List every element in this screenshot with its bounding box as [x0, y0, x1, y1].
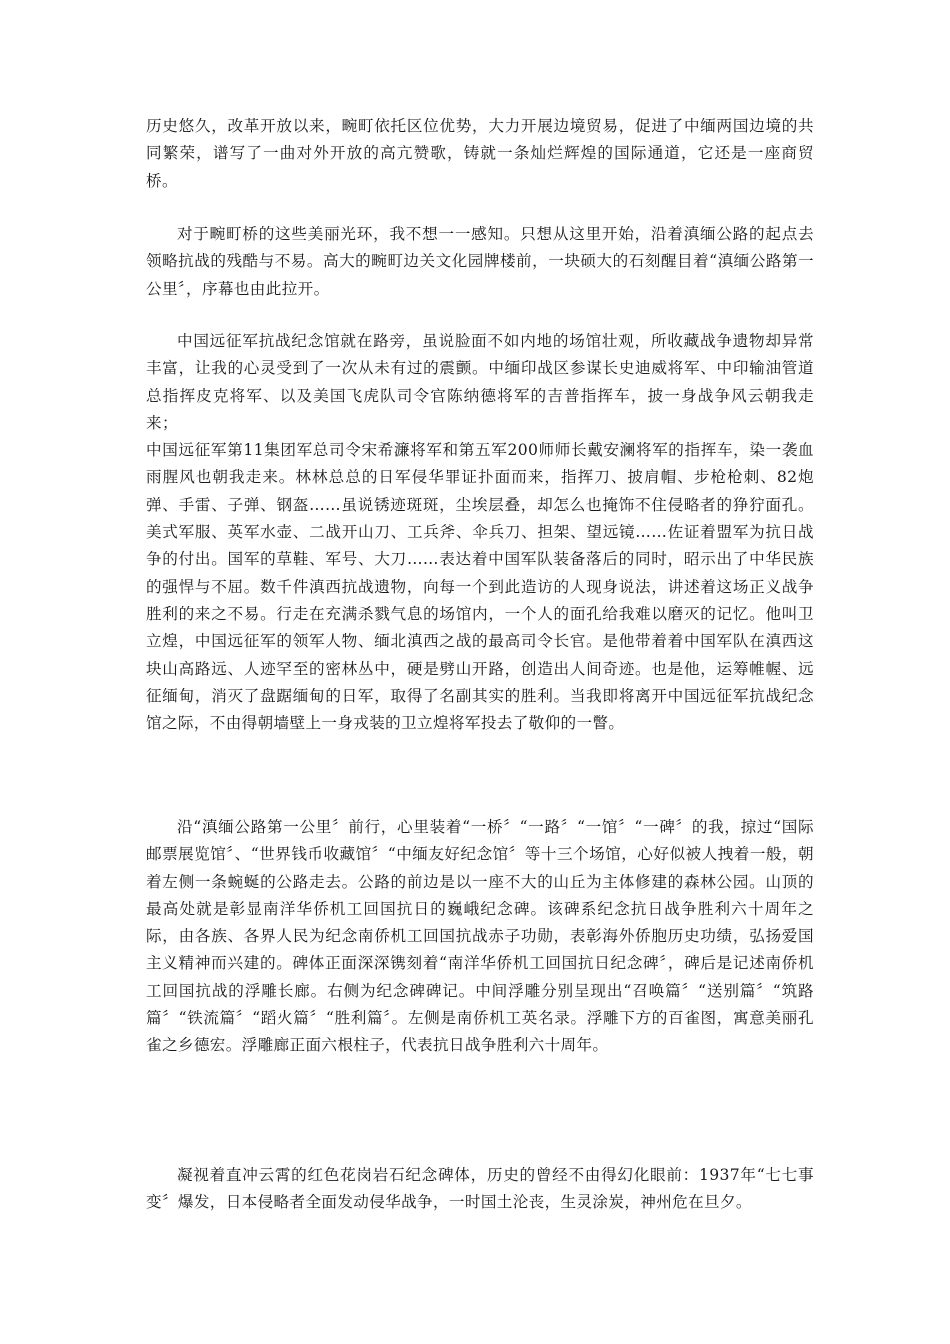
- paragraph-memorial-hall: 中国远征军抗战纪念馆就在路旁，虽说脸面不如内地的场馆壮观，所收藏战争遗物却异常丰富，让我的心灵受到了一次从未有过的震颤。中缅印战区参谋长史迪威将军、中印输油管道总指挥皮克将军、以及美国飞虎队司令官陈纳德将军的吉普指挥车，披一身战争风云朝我走来；: [146, 332, 814, 432]
- paragraph-continuation: 历史悠久，改革开放以来，畹町依托区位优势，大力开展边境贸易，促进了中缅两国边境的共同繁荣，谱写了一曲对外开放的高亢赞歌，铸就一条灿烂辉煌的国际通道，它还是一座商贸桥。: [146, 117, 814, 190]
- paragraph-history: 凝视着直冲云霄的红色花岗岩石纪念碑体，历史的曾经不由得幻化眼前：1937年“七七事变〞爆发，日本侵略者全面发动侵华战争，一时国土沦丧，生灵涂炭，神州危在旦夕。: [146, 1166, 814, 1212]
- paragraph-group-memorial-hall: [146, 328, 814, 737]
- paragraph-war-relics: 中国远征军第11集团军总司令宋希濂将军和第五军200师师长戴安澜将军的指挥车，染一袭血雨腥风也朝我走来。林林总总的日军侵华罪证扑面而来，指挥刀、披肩帽、步枪枪刺、82炮弹、手雷、子弹、钢盔……虽说锈迹斑斑，尘埃层叠，却怎么也掩饰不住侵略者的狰狞面孔。美式军服、英军水壶、二战开山刀、工兵斧、伞兵刀、担架、望远镜……佐证着盟军为抗日战争的付出。国军的草鞋、军号、大刀……表达着中国军队装备落后的同时，昭示出了中华民族的强悍与不屈。数千件滇西抗战遗物，向每一个到此造访的人现身说法，讲述着这场正义战争胜利的来之不易。行走在充满杀戮气息的场馆内，一个人的面孔给我难以磨灭的记忆。他叫卫立煌，中国远征军的领军人物、缅北滇西之战的最高司令长官。是他带着着中国军队在滇西这块山高路远、人迹罕至的密林丛中，硬是劈山开路，创造出人间奇迹。也是他，运筹帷幄、远征缅甸，消灭了盘踞缅甸的日军，取得了名副其实的胜利。当我即将离开中国远征军抗战纪念馆之际，不由得朝墙壁上一身戎装的卫立煌将军投去了敬仰的一瞥。: [146, 441, 814, 733]
- paragraph-wanding-bridge: 对于畹町桥的这些美丽光环，我不想一一感知。只想从这里开始，沿着滇缅公路的起点去领略抗战的残酷与不易。高大的畹町边关文化园牌楼前，一块硕大的石刻醒目着“滇缅公路第一公里〞，序幕也由此拉开。: [146, 225, 814, 298]
- paragraph-monument: 沿“滇缅公路第一公里〞前行，心里装着“一桥〞“一路〞“一馆〞“一碑〞的我，掠过“国际邮票展览馆〞、“世界钱币收藏馆〞“中缅友好纪念馆〞等十三个场馆，心好似被人拽着一般，朝着左侧一条蜿蜒的公路走去。公路的前边是以一座不大的山丘为主体修建的森林公园。山顶的最高处就是彰显南洋华侨机工回国抗日的巍峨纪念碑。该碑系纪念抗日战争胜利六十周年之际，由各族、各界人民为纪念南侨机工回国抗战赤子功勋，表彰海外侨胞历史功绩，弘扬爱国主义精神而兴建的。碑体正面深深镌刻着“南洋华侨机工回国抗日纪念碑〞，碑后是记述南侨机工回国抗战的浮雕长廊。右侧为纪念碑碑记。中间浮雕分别呈现出“召唤篇〞“送别篇〞“筑路篇〞“铁流篇〞“蹈火篇〞“胜利篇〞。左侧是南侨机工英名录。浮雕下方的百雀图，寓意美丽孔雀之乡德宏。浮雕廊正面六根柱子，代表抗日战争胜利六十周年。: [146, 818, 814, 1055]
